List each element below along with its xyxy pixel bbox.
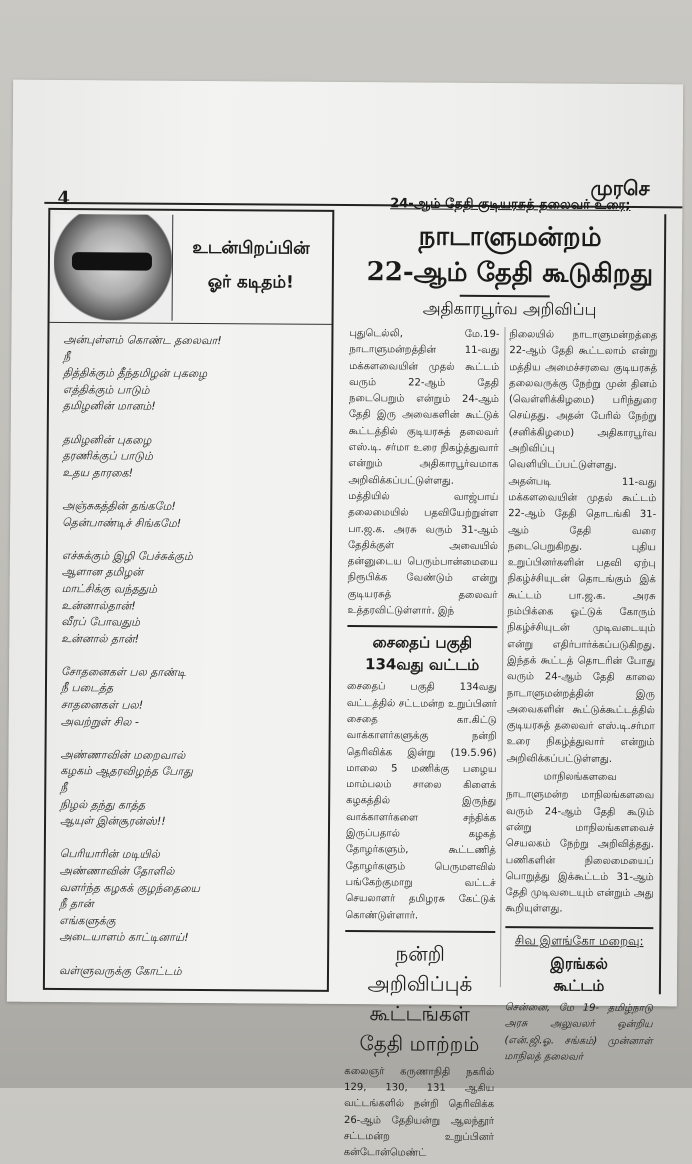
letter-title <box>176 231 326 300</box>
condolence-headline-line1: இரங்கல் <box>550 954 608 973</box>
poem-line <box>61 647 321 665</box>
poem-line: வளர்ந்த கழகக் குழந்தையை <box>59 880 201 895</box>
poem-line: அண்ணாவின் தோளில் <box>59 864 175 878</box>
poem-line: உதய தாரகை! <box>62 465 134 480</box>
main-col1: புதுடெல்லி, மே.19- நாடாளுமன்றத்தின் 11-வது மக்களவையின் முதல் கூட்டம் வரும் 22-ஆம் தேதி நடைபெறும் என்றும் 24-ஆம் தேதி இரு அவைகளின் கூட்டுக் கூட்டத்தில் குடியரசுத் தலைவர் எஸ்.டி. சர்மா உரை நிகழ்த்துவார் என்றும் அதிகாரபூர்வமாக அறிவிக்கப்பட்டுள்ளது. மத்தியில் வாஜ்பாய் தலைமையில் பதவியேற்றுள்ள பா.ஜ.க. அரசு வரும் 31-ஆம் தேதிக்குள் அவையில் தன்னுடைய பெரும்பான்மையை நிரூபிக்க வேண்டும் என்று குடியரசுத் தலைவர் உத்தரவிட்டுள்ளார். இந் <box>347 328 500 617</box>
divider <box>347 625 497 628</box>
poem-line: தமிழனின் மானம்! <box>62 399 156 414</box>
poem-line: உன்னால்தான்! <box>61 598 136 613</box>
poem-line: ஆளான தமிழன் <box>61 565 144 579</box>
main-kicker: 24-ஆம் தேதி குடியரசுத் தலைவர் உரை; <box>390 196 631 213</box>
headline-line1: நாடாளுமன்றம் <box>418 221 602 253</box>
condolence-kicker: சிவ இளங்கோ மறைவு: <box>514 932 644 948</box>
poem-line: தென்பாண்டிச் சிங்கமே! <box>62 515 182 530</box>
poem-line: நீ படைத்த <box>60 681 114 695</box>
poem-line: அவற்றுள் சில - <box>60 714 139 729</box>
divider <box>505 926 653 929</box>
condolence-headline <box>505 952 653 997</box>
poem-line: அண்ணாவின் மறைவால் <box>60 747 186 762</box>
poem-line: அன்புள்ளம் கொண்ட தலைவா! <box>63 333 222 348</box>
divider <box>460 295 550 298</box>
headline-line2: 22-ஆம் தேதி கூடுகிறது <box>366 257 654 290</box>
letter-title-line1: உடன்பிறப்பின் <box>192 237 310 259</box>
poem-line <box>62 481 322 499</box>
poem-line: எத்திக்கும் பாடும் <box>63 382 150 397</box>
newspaper-page <box>7 80 683 1159</box>
column-middle <box>344 326 500 1163</box>
poem-line: மாட்சிக்கு வந்ததும் <box>61 581 158 596</box>
poem-line: வீரப் போவதும் <box>61 615 141 629</box>
poem-line: அஞ்சுகத்தின் தங்கமே! <box>62 498 176 513</box>
poem <box>59 332 324 981</box>
divider <box>50 322 332 325</box>
saidai-headline <box>347 631 497 676</box>
letter-title-line2: ஓர் கடிதம்! <box>207 272 294 293</box>
masthead: முரசெ <box>590 175 650 201</box>
poem-line: ஆயுள் இன்சூரன்ஸ்!! <box>60 814 166 828</box>
poem-line: உன்னால் தான்! <box>61 631 140 646</box>
main-col2b: நாடாளுமன்ற மாநிலங்களவை வரும் 24-ஆம் தேதி கூடும் என்று மாநிலங்களவைச் செயலகம் நேற்று அறிவித்தது. பணிகளின் நிலைமையைப் பொறுத்து இக்கூட்டம் 31-ஆம் தேதி முடிவடையும் என்றும் அது கூறியுள்ளது. <box>505 789 655 915</box>
condolence-headline-line2: கூட்டம் <box>553 976 605 995</box>
poem-line: சாதனைகள் பல! <box>60 698 144 712</box>
thanks-headline <box>344 938 495 1059</box>
poem-line <box>63 415 323 433</box>
main-col2: நிலையில் நாடாளுமன்றத்தை 22-ஆம் தேதி கூட்டலாம் என்று மத்திய அமைச்சரவை குடியரசுத் தலைவருக்கு நேற்று முன் தினம் (வெள்ளிக்கிழமை) பரிந்துரை செய்தது. அதன் பேரில் நேற்று (சனிக்கிழமை) அதிகாரபூர்வ அறிவிப்பு வெளியிடப்பட்டுள்ளது. அதன்படி 11-வது மக்களவையின் முதல் கூட்டம் 22-ஆம் தேதி தொடங்கி 31-ஆம் தேதி வரை நடைபெறுகிறது. புதிய உறுப்பினர்களின் பதவி ஏற்பு நிகழ்ச்சியுடன் தொடங்கும் இக் கூட்டம் பா.ஜ.க. அரசு நம்பிக்கை ஓட்டுக் கோரும் நிகழ்ச்சியுடன் முடிவடையும் என்று எதிர்பார்க்கப்படுகிறது. இந்தக் கூட்டத் தொடரின் போது வரும் 24-ஆம் தேதி காலை நாடாளுமன்றத்தின் இரு அவைகளின் கூட்டுக்கூட்டத்தில் குடியரசுத் தலைவர் எஸ்.டி.சர்மா உரை நிகழ்த்துவார் என்றும் அறிவிக்கப்பட்டுள்ளது. <box>506 329 658 765</box>
letter-box <box>43 208 334 992</box>
poem-line: தரணிக்குப் பாடும் <box>62 449 153 463</box>
poem-line: சோதனைகள் பல தாண்டி <box>61 664 186 679</box>
saidai-headline-line1: சைதைப் பகுதி <box>372 633 473 653</box>
poem-line <box>62 531 322 549</box>
poem-line: தித்திக்கும் தீந்தமிழன் புகழை <box>63 366 208 381</box>
poem-line: அடையாளம் காட்டினாய்! <box>59 930 189 945</box>
divider <box>345 930 495 933</box>
main-headline <box>350 218 670 292</box>
poem-line: பெரியாரின் மடியில் <box>59 847 160 862</box>
poem-line: நீ <box>60 781 68 795</box>
thanks-headline-line3: தேதி மாற்றம் <box>359 1030 480 1056</box>
poem-line: நீ <box>63 349 71 363</box>
sunglasses <box>72 252 152 271</box>
poem-line: வள்ளுவருக்கு கோட்டம் <box>58 963 182 978</box>
poem-line: எச்சுக்கும் இழி பேச்சுக்கும் <box>61 548 193 563</box>
poem-line: எங்களுக்கு <box>59 913 116 928</box>
states-subhead: மாநிலங்களவை <box>543 771 617 783</box>
condolence-body: சென்னை, மே 19- தமிழ்நாடு அரசு அலுவலர் ஒன்றிய (என்.ஜி.ஓ. சங்கம்) முன்னாள் மாநிலத் தலைவர் <box>504 1002 653 1063</box>
thanks-headline-line2: கூட்டங்கள் <box>369 1000 470 1026</box>
page-number: 4 <box>57 187 71 210</box>
saidai-headline-line2: 134வது வட்டம் <box>364 655 480 675</box>
column-right <box>504 327 657 1066</box>
poem-line <box>60 830 320 848</box>
saidai-body: சைதைப் பகுதி 134வது வட்டத்தில் சட்டமன்ற உறுப்பினர் சைதை கா.கிட்டு வாக்காளர்களுக்கு நன்றி தெரிவிக்க இன்று (19.5.96) மாலை 5 மணிக்கு பழைய மாம்பலம் சாலை கிளைக் கழகத்தில் இருந்து வாக்காளர்களை சந்திக்க இருப்பதால் கழகத் தோழர்களும், கூட்டணித் தோழர்களும் பெருமளவில் பங்கேற்குமாறு வட்டச் செயலாளர் தமிழரசு கேட்டுக் கொண்டுள்ளார். <box>345 681 498 922</box>
poem-line <box>59 946 319 964</box>
poem-line: நீ தான் <box>59 897 94 911</box>
poem-line: நிழல் தந்து காத்த <box>60 797 146 812</box>
poem-line: கழகம் ஆதரவிழந்த போது <box>60 764 193 779</box>
page-border-right <box>659 214 666 994</box>
poem-line <box>61 730 321 748</box>
thanks-headline-line1: நன்றி அறிவிப்புக் <box>367 941 473 996</box>
main-subhead: அதிகாரபூர்வ அறிவிப்பு <box>422 298 597 319</box>
portrait-photo <box>54 214 174 321</box>
poem-line: தமிழனின் புகழை <box>62 432 152 447</box>
thanks-body: கலைஞர் கருணாநிதி நகரில் 129, 130, 131 ஆகிய வட்டங்களில் நன்றி தெரிவிக்க 26-ஆம் தேதியன்று ஆலந்தூர் சட்டமன்ற உறுப்பினர் கன்டோன்மெண்ட் <box>343 1065 495 1159</box>
